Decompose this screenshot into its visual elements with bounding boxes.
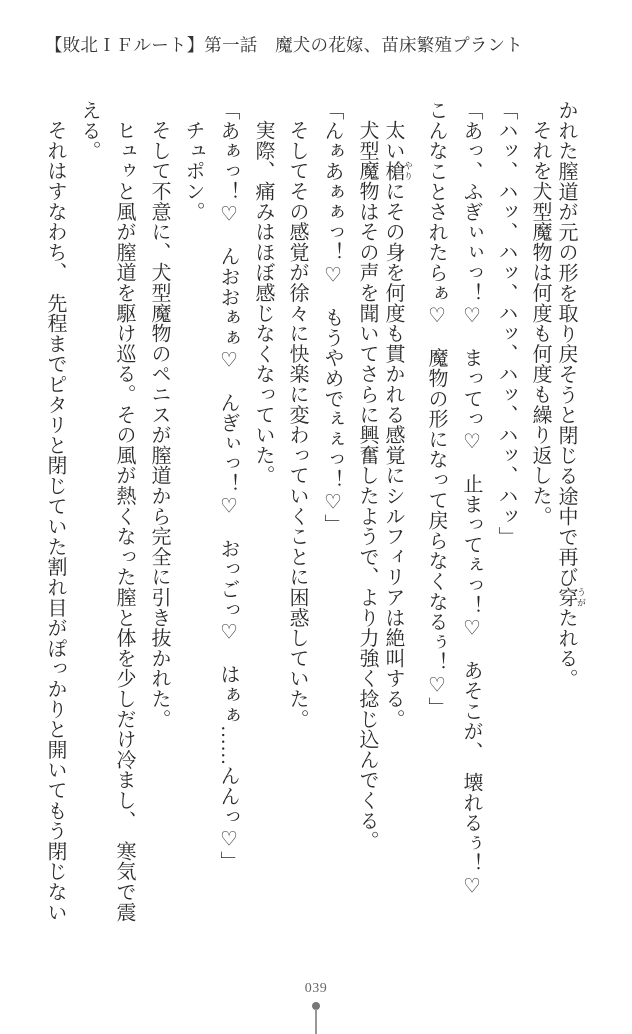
text-segment: にその身を何度も貫かれる感覚にシルフィリアは絶叫する。 bbox=[382, 181, 404, 730]
text-column: 「あっ、ふぎぃぃっ！♡ まってっ♡ 止まってぇっ！♡ あそこが、 壊れるぅ！♡ bbox=[460, 100, 482, 898]
text-column: そしてその感覚が徐々に快楽に変わっていくことに困惑していた。 bbox=[286, 120, 308, 730]
text-column: 「ハッ、ハッ、ハッ、ハッ、ハッ、ハッ、ハッ」 bbox=[495, 100, 517, 547]
ruby-annotation bbox=[382, 160, 413, 182]
ruby-text: やり bbox=[403, 160, 413, 182]
text-segment: たれる。 bbox=[555, 607, 577, 689]
text-column: える。 bbox=[78, 100, 100, 161]
ruby-base: 槍 bbox=[382, 160, 404, 182]
text-column: 犬型魔物はその声を聞いてさらに興奮したようで、より力強く捻じ込んでくる。 bbox=[356, 120, 378, 852]
text-column: こんなことされたらぁ♡ 魔物の形になって戻らなくなるぅ！♡」 bbox=[425, 100, 447, 717]
text-column bbox=[555, 100, 586, 689]
ruby-base: 穿 bbox=[555, 587, 577, 608]
text-column: ヒュゥと風が膣道を駆け巡る。その風が熱くなった膣と体を少しだけ冷まし、 寒気で震 bbox=[113, 120, 135, 923]
text-column: チュポン。 bbox=[182, 120, 204, 222]
text-segment: かれた膣道が元の形を取り戻そうと閉じる途中で再び bbox=[555, 100, 577, 588]
text-column bbox=[382, 120, 413, 730]
text-column: 「んぁあぁぁっ！♡ もうやめでぇぇっ！♡」 bbox=[321, 100, 343, 535]
ruby-annotation bbox=[555, 587, 586, 608]
text-column: そして不意に、犬型魔物のペニスが膣道から完全に引き抜かれた。 bbox=[148, 120, 170, 730]
text-column: 実際、痛みはほぼ感じなくなっていた。 bbox=[252, 120, 274, 486]
text-segment: 太い bbox=[382, 120, 404, 161]
text-column: 「あぁっ！♡ んおおぁぁ♡ んぎぃっ！♡ おっごっ♡ はぁぁ……んんっ♡」 bbox=[217, 100, 239, 872]
text-column: それを犬型魔物は何度も何度も繰り返した。 bbox=[529, 120, 551, 527]
page-number: 039 bbox=[304, 981, 328, 996]
text-column: それはすなわち、 先程までピタリと閉じていた割れ目がぽっかりと開いてもう閉じない bbox=[44, 120, 66, 923]
page-marker-line bbox=[315, 1009, 317, 1034]
running-header: 【敗北ＩＦルート】第一話 魔犬の花嫁、苗床繁殖プラント bbox=[45, 35, 523, 55]
ruby-text: うが bbox=[576, 587, 586, 608]
